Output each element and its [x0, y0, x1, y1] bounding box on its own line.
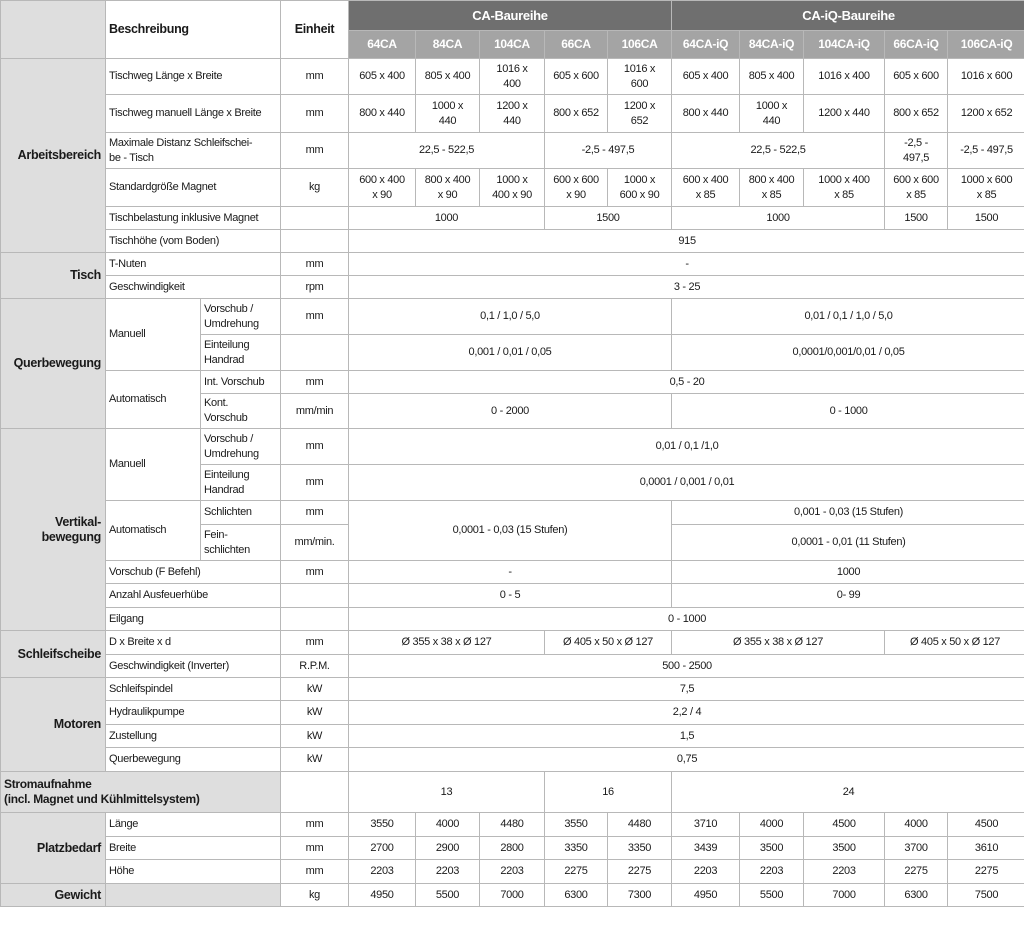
value-cell: 0,01 / 0,1 / 1,0 / 5,0 — [672, 299, 1024, 335]
value-cell: 800 x 652 — [885, 95, 948, 133]
row-unit: mm/min — [281, 394, 349, 429]
row-unit: kW — [281, 701, 349, 725]
value-cell: -2,5 - 497,5 — [545, 133, 672, 169]
value-cell: 800 x 652 — [545, 95, 608, 133]
value-cell: 22,5 - 522,5 — [672, 133, 885, 169]
row-unit: rpm — [281, 276, 349, 299]
value-cell: 0,1 / 1,0 / 5,0 — [349, 299, 672, 335]
value-cell: 1016 x 400 — [804, 59, 885, 95]
row-unit: mm — [281, 561, 349, 584]
row-unit: R.P.M. — [281, 655, 349, 678]
header-einheit: Einheit — [281, 1, 349, 59]
header-series-ca: CA-Baureihe — [349, 1, 672, 31]
value-cell: 1000 x 400 x 90 — [480, 169, 545, 207]
value-cell: 805 x 400 — [416, 59, 480, 95]
row-label-tischweg-manuell: Tischweg manuell Länge x Breite — [106, 95, 281, 133]
value-cell: 2,2 / 4 — [349, 701, 1024, 725]
row-label-kont-vorschub: Kont. Vorschub — [201, 394, 281, 429]
value-cell: 1016 x 600 — [608, 59, 672, 95]
value-cell: Ø 405 x 50 x Ø 127 — [885, 631, 1024, 655]
group-vertikalbewegung: Vertikal- bewegung — [1, 429, 106, 631]
value-cell: 0- 99 — [672, 584, 1024, 608]
value-cell: 2700 — [349, 837, 416, 860]
value-cell: 2800 — [480, 837, 545, 860]
value-cell: 3350 — [608, 837, 672, 860]
value-cell: 1500 — [885, 207, 948, 230]
value-cell: 0 - 1000 — [349, 608, 1024, 631]
row-label-gewicht — [106, 884, 281, 907]
value-cell: Ø 355 x 38 x Ø 127 — [672, 631, 885, 655]
value-cell: 800 x 400 x 85 — [740, 169, 804, 207]
value-cell: 4500 — [948, 813, 1024, 837]
value-cell: 2203 — [740, 860, 804, 884]
model-header: 106CA-iQ — [948, 31, 1024, 59]
value-cell: 7500 — [948, 884, 1024, 907]
value-cell: 2203 — [349, 860, 416, 884]
row-label-schleifspindel: Schleifspindel — [106, 678, 281, 701]
value-cell: 800 x 440 — [672, 95, 740, 133]
value-cell: 2203 — [480, 860, 545, 884]
value-cell: 1000 — [349, 207, 545, 230]
value-cell: 0,75 — [349, 748, 1024, 772]
row-unit: mm — [281, 253, 349, 276]
value-cell: 1000 x 400 x 85 — [804, 169, 885, 207]
group-platzbedarf: Platzbedarf — [1, 813, 106, 884]
value-cell: 605 x 400 — [672, 59, 740, 95]
value-cell: 6300 — [885, 884, 948, 907]
row-label-eilgang: Eilgang — [106, 608, 281, 631]
value-cell: 4500 — [804, 813, 885, 837]
value-cell: 1500 — [545, 207, 672, 230]
row-label-breite: Breite — [106, 837, 281, 860]
value-cell: 605 x 600 — [885, 59, 948, 95]
value-cell: 3610 — [948, 837, 1024, 860]
value-cell: 0 - 5 — [349, 584, 672, 608]
model-header: 66CA — [545, 31, 608, 59]
value-cell: 2275 — [608, 860, 672, 884]
value-cell: 24 — [672, 772, 1024, 813]
row-label-anzahl: Anzahl Ausfeuerhübe — [106, 584, 281, 608]
value-cell: 0,01 / 0,1 /1,0 — [349, 429, 1024, 465]
value-cell: 3550 — [349, 813, 416, 837]
row-label-schlichten: Schlichten — [201, 501, 281, 525]
value-cell: 0,001 - 0,03 (15 Stufen) — [672, 501, 1024, 525]
row-label-tischweg: Tischweg Länge x Breite — [106, 59, 281, 95]
row-unit: mm — [281, 631, 349, 655]
sub-label-manuell: Manuell — [106, 429, 201, 501]
value-cell: 22,5 - 522,5 — [349, 133, 545, 169]
value-cell: 4000 — [416, 813, 480, 837]
row-label-zustellung: Zustellung — [106, 725, 281, 748]
value-cell: - — [349, 253, 1024, 276]
value-cell: 1200 x 440 — [480, 95, 545, 133]
value-cell: 7,5 — [349, 678, 1024, 701]
group-stromaufnahme: Stromaufnahme (incl. Magnet und Kühlmittelsystem) — [1, 772, 281, 813]
row-label-t-nuten: T-Nuten — [106, 253, 281, 276]
value-cell: 4000 — [885, 813, 948, 837]
value-cell: 3350 — [545, 837, 608, 860]
value-cell: 1016 x 600 — [948, 59, 1024, 95]
group-schleifscheibe: Schleifscheibe — [1, 631, 106, 678]
value-cell: 4950 — [349, 884, 416, 907]
row-unit — [281, 335, 349, 371]
row-label-vorschub: Vorschub / Umdrehung — [201, 299, 281, 335]
row-unit: kW — [281, 725, 349, 748]
row-label-geschwindigkeit: Geschwindigkeit — [106, 276, 281, 299]
value-cell: Ø 405 x 50 x Ø 127 — [545, 631, 672, 655]
value-cell: 1000 x 440 — [740, 95, 804, 133]
row-unit: kW — [281, 748, 349, 772]
value-cell: 1,5 — [349, 725, 1024, 748]
model-header: 66CA-iQ — [885, 31, 948, 59]
value-cell: 1000 x 600 x 85 — [948, 169, 1024, 207]
value-cell: - — [349, 561, 672, 584]
value-cell: 1000 x 440 — [416, 95, 480, 133]
value-cell: 0 - 2000 — [349, 394, 672, 429]
value-cell: 1000 — [672, 561, 1024, 584]
row-unit — [281, 584, 349, 608]
value-cell: 1200 x 440 — [804, 95, 885, 133]
value-cell: 3710 — [672, 813, 740, 837]
value-cell: 2900 — [416, 837, 480, 860]
sub-label-automatisch: Automatisch — [106, 501, 201, 561]
sub-label-automatisch: Automatisch — [106, 371, 201, 429]
row-unit: mm — [281, 299, 349, 335]
value-cell: 1200 x 652 — [608, 95, 672, 133]
value-cell: 0 - 1000 — [672, 394, 1024, 429]
value-cell: 6300 — [545, 884, 608, 907]
value-cell: -2,5 - 497,5 — [885, 133, 948, 169]
model-header: 106CA — [608, 31, 672, 59]
row-label-einteilung: Einteilung Handrad — [201, 335, 281, 371]
value-cell: 3439 — [672, 837, 740, 860]
value-cell: 0,0001 - 0,01 (11 Stufen) — [672, 525, 1024, 561]
row-label-geschw-inverter: Geschwindigkeit (Inverter) — [106, 655, 281, 678]
value-cell: 4480 — [480, 813, 545, 837]
value-cell: 1000 x 600 x 90 — [608, 169, 672, 207]
value-cell: 1500 — [948, 207, 1024, 230]
row-label-feinschlichten: Fein- schlichten — [201, 525, 281, 561]
value-cell: 3700 — [885, 837, 948, 860]
row-unit — [281, 608, 349, 631]
model-header: 84CA-iQ — [740, 31, 804, 59]
row-label-hoehe: Höhe — [106, 860, 281, 884]
value-cell: 5500 — [740, 884, 804, 907]
value-cell: 3500 — [740, 837, 804, 860]
row-unit: mm — [281, 465, 349, 501]
value-cell: 4000 — [740, 813, 804, 837]
value-cell: 2203 — [416, 860, 480, 884]
row-unit: mm — [281, 860, 349, 884]
row-label-dbreite: D x Breite x d — [106, 631, 281, 655]
value-cell: 0,0001/0,001/0,01 / 0,05 — [672, 335, 1024, 371]
value-cell: 1200 x 652 — [948, 95, 1024, 133]
value-cell: 800 x 440 — [349, 95, 416, 133]
value-cell: 600 x 400 x 90 — [349, 169, 416, 207]
value-cell: Ø 355 x 38 x Ø 127 — [349, 631, 545, 655]
value-cell: 0,5 - 20 — [349, 371, 1024, 394]
row-unit: mm/min. — [281, 525, 349, 561]
row-unit: kg — [281, 884, 349, 907]
group-arbeitsbereich: Arbeitsbereich — [1, 59, 106, 253]
value-cell: 7000 — [480, 884, 545, 907]
value-cell: 605 x 400 — [349, 59, 416, 95]
value-cell: 7000 — [804, 884, 885, 907]
sub-label-manuell: Manuell — [106, 299, 201, 371]
row-unit — [281, 230, 349, 253]
value-cell: 0,0001 / 0,001 / 0,01 — [349, 465, 1024, 501]
value-cell: 600 x 400 x 85 — [672, 169, 740, 207]
value-cell: 0,001 / 0,01 / 0,05 — [349, 335, 672, 371]
value-cell: 600 x 600 x 85 — [885, 169, 948, 207]
value-cell: 2275 — [948, 860, 1024, 884]
value-cell: 3500 — [804, 837, 885, 860]
row-unit: mm — [281, 371, 349, 394]
row-unit: kW — [281, 678, 349, 701]
value-cell: 4480 — [608, 813, 672, 837]
value-cell: 1016 x 400 — [480, 59, 545, 95]
value-cell: 805 x 400 — [740, 59, 804, 95]
row-label-magnet: Standardgröße Magnet — [106, 169, 281, 207]
row-unit: kg — [281, 169, 349, 207]
model-header: 104CA — [480, 31, 545, 59]
header-beschreibung: Beschreibung — [106, 1, 281, 59]
row-label-querbewegung: Querbewegung — [106, 748, 281, 772]
value-cell: 2275 — [885, 860, 948, 884]
corner-cell — [1, 1, 106, 59]
value-cell: 3550 — [545, 813, 608, 837]
row-unit: mm — [281, 501, 349, 525]
value-cell: 2203 — [672, 860, 740, 884]
row-label-laenge: Länge — [106, 813, 281, 837]
row-label-max-distanz: Maximale Distanz Schleifschei- be - Tisch — [106, 133, 281, 169]
value-cell: 500 - 2500 — [349, 655, 1024, 678]
row-unit: mm — [281, 133, 349, 169]
value-cell: 2203 — [804, 860, 885, 884]
value-cell: 605 x 600 — [545, 59, 608, 95]
value-cell: 3 - 25 — [349, 276, 1024, 299]
row-unit: mm — [281, 813, 349, 837]
value-cell: 915 — [349, 230, 1024, 253]
row-label-vorschub-f: Vorschub (F Befehl) — [106, 561, 281, 584]
value-cell: -2,5 - 497,5 — [948, 133, 1024, 169]
value-cell: 1000 — [672, 207, 885, 230]
value-cell: 600 x 600 x 90 — [545, 169, 608, 207]
model-header: 64CA — [349, 31, 416, 59]
value-cell: 5500 — [416, 884, 480, 907]
value-cell: 800 x 400 x 90 — [416, 169, 480, 207]
value-cell: 0,0001 - 0,03 (15 Stufen) — [349, 501, 672, 561]
row-unit — [281, 207, 349, 230]
value-cell: 7300 — [608, 884, 672, 907]
group-tisch: Tisch — [1, 253, 106, 299]
row-unit: mm — [281, 429, 349, 465]
value-cell: 16 — [545, 772, 672, 813]
group-gewicht: Gewicht — [1, 884, 106, 907]
value-cell: 2275 — [545, 860, 608, 884]
row-label-tischhoehe: Tischhöhe (vom Boden) — [106, 230, 281, 253]
group-querbewegung: Querbewegung — [1, 299, 106, 429]
row-label-tischbelastung: Tischbelastung inklusive Magnet — [106, 207, 281, 230]
row-label-einteilung: Einteilung Handrad — [201, 465, 281, 501]
value-cell: 13 — [349, 772, 545, 813]
header-series-ca-iq: CA-iQ-Baureihe — [672, 1, 1024, 31]
value-cell: 4950 — [672, 884, 740, 907]
row-label-vorschub: Vorschub / Umdrehung — [201, 429, 281, 465]
row-unit — [281, 772, 349, 813]
model-header: 104CA-iQ — [804, 31, 885, 59]
row-unit: mm — [281, 95, 349, 133]
row-unit: mm — [281, 837, 349, 860]
model-header: 84CA — [416, 31, 480, 59]
group-motoren: Motoren — [1, 678, 106, 772]
row-unit: mm — [281, 59, 349, 95]
model-header: 64CA-iQ — [672, 31, 740, 59]
row-label-hydraulikpumpe: Hydraulikpumpe — [106, 701, 281, 725]
row-label-int-vorschub: Int. Vorschub — [201, 371, 281, 394]
